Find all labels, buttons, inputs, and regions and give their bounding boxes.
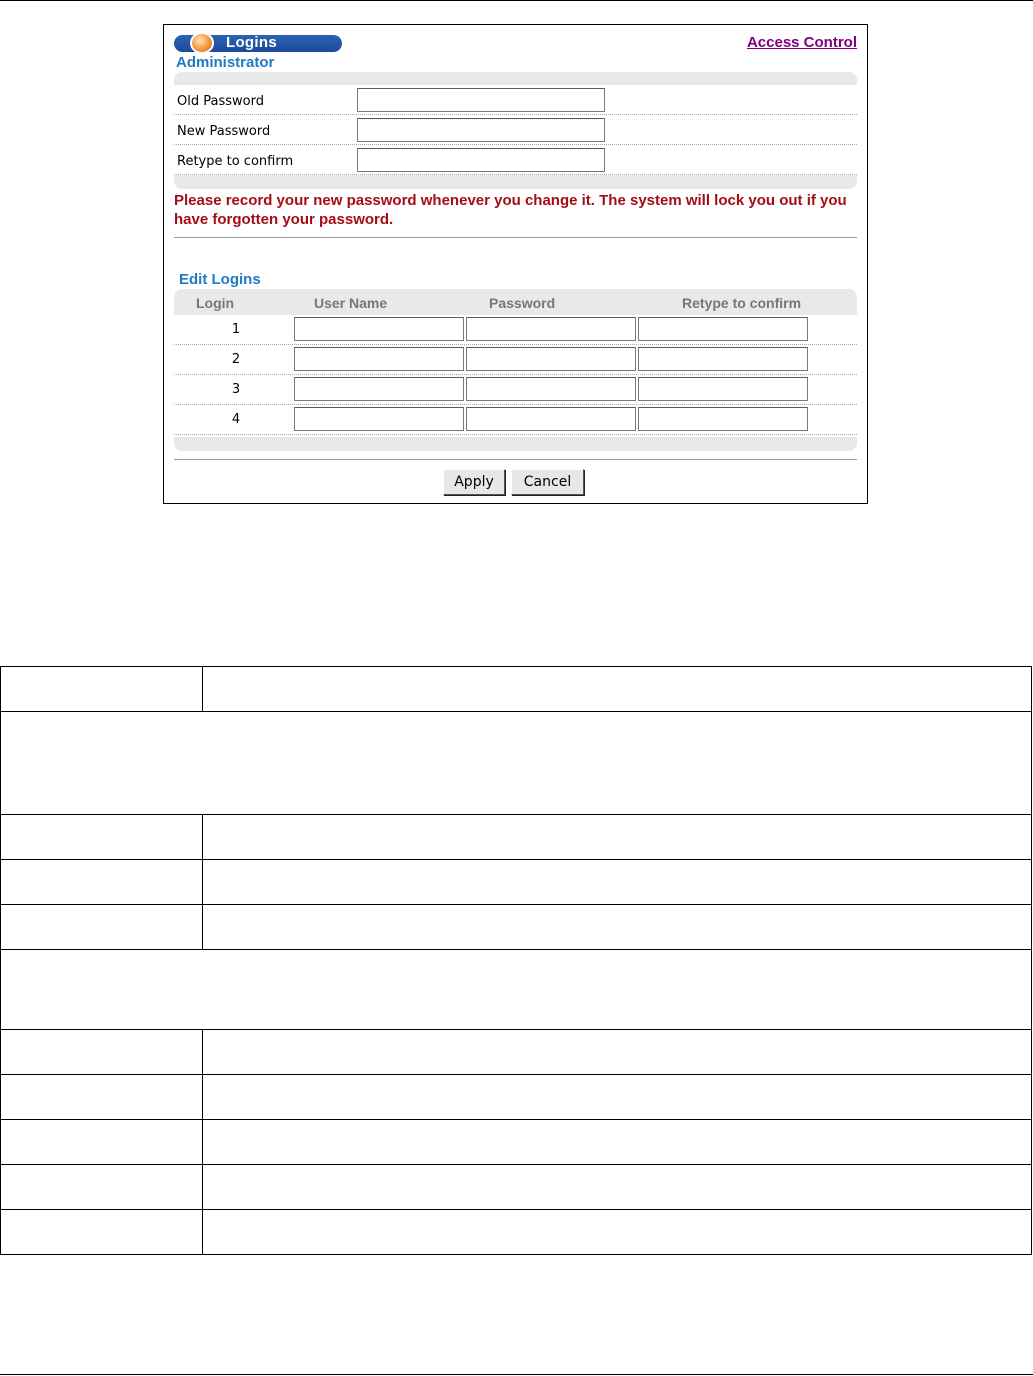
table-row	[174, 345, 857, 375]
table-cell	[203, 1210, 1032, 1255]
orb-icon	[190, 32, 214, 54]
cancel-button[interactable]: Cancel	[511, 469, 584, 495]
user-name-input[interactable]	[294, 347, 464, 371]
password-warning: Please record your new password whenever you change it. The system will lock you out if you have forgotten your password.	[174, 192, 847, 228]
table-row	[1, 667, 1032, 712]
table-cell	[1, 1165, 203, 1210]
logins-screen-panel	[163, 24, 868, 504]
table-cell	[1, 950, 1032, 1030]
title-pill	[174, 35, 342, 52]
edit-logins-box	[174, 289, 857, 451]
column-header-retype: Retype to confirm	[682, 295, 802, 311]
column-header-login: Login	[196, 295, 235, 311]
new-password-label: New Password	[177, 124, 271, 139]
administrator-fields	[174, 85, 857, 175]
table-cell	[203, 1165, 1032, 1210]
table-cell	[1, 1030, 203, 1075]
table-row	[1, 950, 1032, 1030]
table-cell	[203, 1030, 1032, 1075]
user-name-input[interactable]	[294, 377, 464, 401]
table-cell	[203, 860, 1032, 905]
password-input[interactable]	[466, 317, 636, 341]
new-password-row	[174, 115, 857, 145]
login-number: 1	[231, 322, 241, 337]
user-name-input[interactable]	[294, 407, 464, 431]
table-cell	[1, 905, 203, 950]
login-number: 2	[231, 352, 241, 367]
password-input[interactable]	[466, 407, 636, 431]
divider	[174, 237, 857, 238]
table-cell	[1, 815, 203, 860]
table-row	[1, 1120, 1032, 1165]
table-cell	[203, 667, 1032, 712]
administrator-heading: Administrator	[176, 54, 275, 71]
old-password-input[interactable]	[357, 88, 605, 112]
table-cell	[1, 712, 1032, 815]
access-control-link[interactable]: Access Control	[746, 34, 857, 51]
retype-input[interactable]	[638, 407, 808, 431]
table-row	[1, 860, 1032, 905]
table-cell	[1, 667, 203, 712]
retype-confirm-label: Retype to confirm	[177, 154, 294, 169]
login-number: 4	[231, 412, 241, 427]
table-row	[174, 405, 857, 435]
table-row	[1, 1165, 1032, 1210]
table-row	[1, 905, 1032, 950]
table-row	[1, 1075, 1032, 1120]
retype-confirm-row	[174, 145, 857, 175]
login-number: 3	[231, 382, 241, 397]
retype-input[interactable]	[638, 347, 808, 371]
password-input[interactable]	[466, 347, 636, 371]
table-cell	[203, 1075, 1032, 1120]
table-row	[174, 375, 857, 405]
page-bottom-rule	[0, 1374, 1033, 1375]
table-row	[174, 315, 857, 345]
edit-logins-rows	[174, 315, 857, 437]
table-cell	[1, 1075, 203, 1120]
edit-logins-header	[174, 289, 857, 315]
table-cell	[203, 1120, 1032, 1165]
table-cell	[203, 815, 1032, 860]
table-cell	[1, 1210, 203, 1255]
table-cell	[203, 905, 1032, 950]
table-row	[1, 1210, 1032, 1255]
retype-input[interactable]	[638, 377, 808, 401]
administrator-box	[174, 72, 857, 189]
password-input[interactable]	[466, 377, 636, 401]
table-cell	[1, 860, 203, 905]
apply-button[interactable]: Apply	[443, 469, 505, 495]
page-title: Logins	[226, 34, 277, 51]
retype-confirm-input[interactable]	[357, 148, 605, 172]
retype-input[interactable]	[638, 317, 808, 341]
table-row	[1, 712, 1032, 815]
new-password-input[interactable]	[357, 118, 605, 142]
old-password-row	[174, 85, 857, 115]
edit-logins-heading: Edit Logins	[179, 271, 261, 288]
divider	[174, 459, 857, 460]
description-table	[0, 666, 1032, 1255]
table-row	[1, 815, 1032, 860]
page-top-rule	[0, 0, 1033, 1]
table-row	[1, 1030, 1032, 1075]
column-header-user-name: User Name	[314, 295, 388, 311]
user-name-input[interactable]	[294, 317, 464, 341]
old-password-label: Old Password	[177, 94, 264, 109]
column-header-password: Password	[489, 295, 556, 311]
table-cell	[1, 1120, 203, 1165]
